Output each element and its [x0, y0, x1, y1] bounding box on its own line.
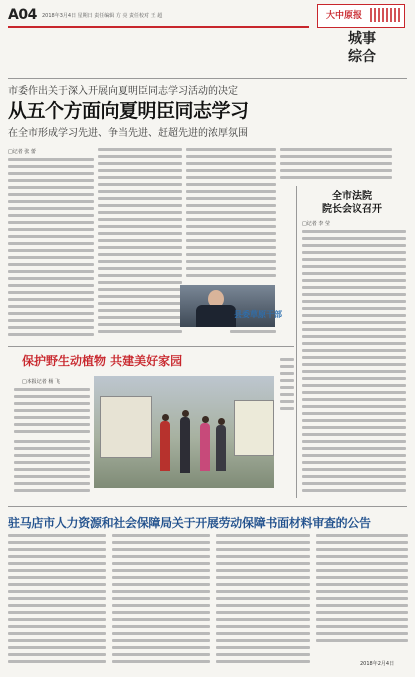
court-headline-line2: 院长会议召开	[322, 204, 382, 215]
lead-headline: 从五个方面向夏明臣同志学习	[8, 100, 249, 122]
notice-column-1	[8, 534, 106, 672]
lead-photo	[180, 285, 282, 327]
lead-column-3-end	[230, 330, 276, 342]
notice-column-2	[112, 534, 210, 672]
brand-name: 大中原报	[326, 11, 363, 21]
person-figure	[216, 425, 226, 471]
lead-column-3	[186, 148, 276, 282]
plant-headline: 保护野生动植物 共建美好家园	[22, 354, 183, 368]
plant-byline: □本报记者 杨 飞	[22, 379, 60, 385]
person-figure	[160, 421, 170, 471]
lead-column-2	[98, 148, 182, 340]
person-head	[182, 410, 189, 417]
lead-byline: □记者 张 蕾	[8, 149, 36, 155]
plant-column-1	[14, 440, 90, 496]
plant-column-2	[280, 358, 294, 496]
person-head	[218, 418, 225, 425]
right-column-divider	[296, 186, 297, 498]
lead-kicker: 市委作出关于深入开展向夏明臣同志学习活动的决定	[8, 86, 238, 97]
court-headline	[302, 190, 402, 216]
masthead-rule	[8, 26, 309, 28]
brand-logo	[317, 4, 405, 28]
exhibit-board-left	[100, 396, 152, 458]
person-figure	[180, 417, 190, 473]
notice-headline: 驻马店市人力资源和社会保障局关于开展劳动保障书面材料审查的公告	[8, 516, 371, 530]
notice-top-rule	[8, 506, 407, 507]
brand-stripes	[370, 8, 400, 22]
page-number: A04	[8, 7, 37, 23]
photo-caption: 县委草原干部	[234, 310, 282, 319]
plant-photo	[94, 376, 274, 488]
plant-intro	[14, 388, 90, 436]
exhibit-board-right	[234, 400, 274, 456]
notice-date: 2018年2月4日	[360, 661, 395, 667]
section-tag-line2: 综合	[348, 49, 376, 65]
portrait-body	[196, 305, 236, 327]
lead-column-1	[8, 158, 94, 340]
court-byline: □记者 李 莹	[302, 221, 330, 227]
person-head	[202, 416, 209, 423]
person-figure	[200, 423, 210, 471]
section-tag	[319, 30, 405, 74]
dateline: 2018年3月4日 星期日 责任编辑 方 亮 责任校对 王 超	[42, 13, 163, 19]
lead-column-4	[280, 148, 392, 184]
lead-top-rule	[8, 78, 407, 79]
plant-top-rule	[8, 346, 294, 347]
section-tag-line1: 城事	[348, 31, 376, 47]
person-head	[162, 414, 169, 421]
notice-column-4	[316, 534, 408, 654]
court-body	[302, 230, 406, 498]
notice-column-3	[216, 534, 310, 672]
lead-subhead: 在全市形成学习先进、争当先进、赶超先进的浓厚氛围	[8, 128, 248, 139]
court-headline-line1: 全市法院	[332, 191, 372, 202]
